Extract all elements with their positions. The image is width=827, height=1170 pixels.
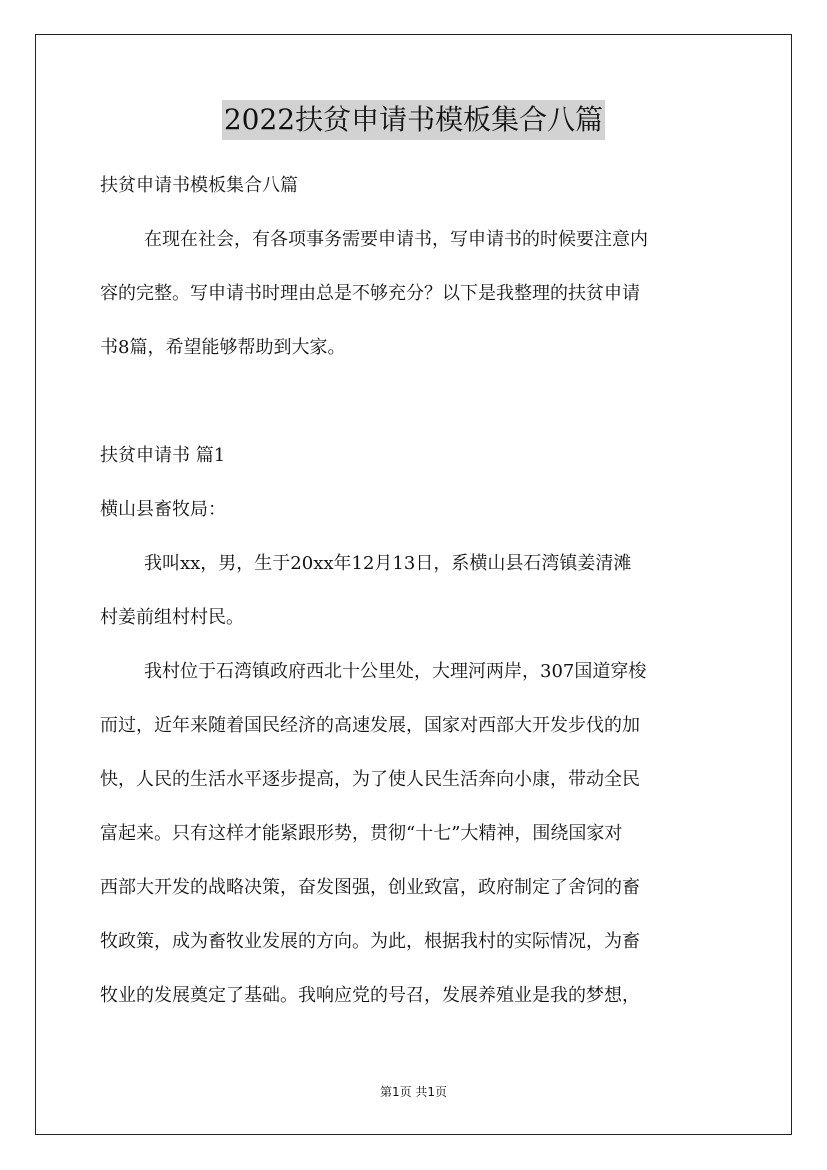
para1-line-2: 村姜前组村村民。	[100, 607, 244, 628]
section-heading: 扶贫申请书 篇1	[100, 445, 226, 466]
para2-line-4: 富起来。只有这样才能紧跟形势，贯彻“十七”大精神，围绕国家对	[100, 823, 623, 844]
para2-line-1: 我村位于石湾镇政府西北十公里处，大理河两岸，307国道穿梭	[144, 661, 647, 682]
document-title: 2022扶贫申请书模板集合八篇	[222, 100, 605, 140]
intro-line-2: 容的完整。写申请书时理由总是不够充分？以下是我整理的扶贫申请	[100, 283, 640, 304]
title-container	[0, 100, 827, 140]
para2-line-5: 西部大开发的战略决策，奋发图强，创业致富，政府制定了舍饲的畜	[100, 877, 640, 898]
para2-line-7: 牧业的发展奠定了基础。我响应党的号召，发展养殖业是我的梦想，	[100, 985, 640, 1006]
para2-line-2: 而过，近年来随着国民经济的高速发展，国家对西部大开发步伐的加	[100, 715, 640, 736]
para2-line-6: 牧政策，成为畜牧业发展的方向。为此，根据我村的实际情况，为畜	[100, 931, 640, 952]
intro-line-3: 书8篇，希望能够帮助到大家。	[100, 337, 346, 358]
intro-line-1: 在现在社会，有各项事务需要申请书，写申请书的时候要注意内	[144, 229, 648, 250]
page-footer: 第1页 共1页	[379, 1085, 448, 1099]
para1-line-1: 我叫xx，男，生于20xx年12月13日，系横山县石湾镇姜清滩	[144, 553, 632, 574]
subtitle: 扶贫申请书模板集合八篇	[100, 175, 298, 196]
para2-line-3: 快，人民的生活水平逐步提高，为了使人民生活奔向小康，带动全民	[100, 769, 640, 790]
document-body	[100, 172, 728, 1009]
salutation: 横山县畜牧局：	[100, 499, 226, 520]
